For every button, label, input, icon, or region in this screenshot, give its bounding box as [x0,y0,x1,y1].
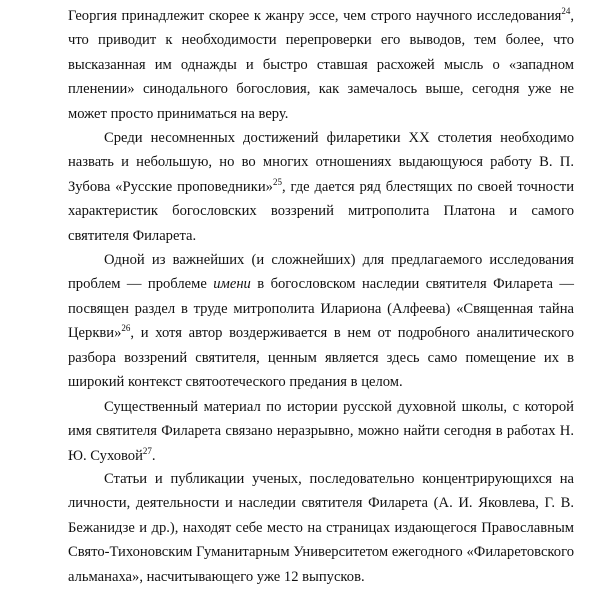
paragraph-4-text-b: . [151,447,156,464]
paragraph-4-text-a: Существенный материал по истории русской духовной школы, с которой имя святителя Филарета связано неразрывно, можно найти сегодня в работах Н. Ю. Суховой [68,399,574,464]
footnote-ref-25: 25 [272,176,282,187]
paragraph-2-text-a: Среди несомненных достижений филаретики XX столетия необходимо назвать и небольшую, но во многих отношениях выдающуюся работу В. П. Зубова «Русские проповедники» [68,130,574,195]
paragraph-1-text-b: , что приводит к необходимости перепроверки его выводов, тем более, что высказанная им однажды и быстро ставшая расхожей мысль о «западном пленении» синодального богословия, как замечалось выше, сегодня уже не может просто приниматься на веру. [68,8,574,122]
footnote-ref-24: 24 [561,6,571,17]
paragraph-1 [68,4,574,126]
paragraph-4 [68,395,574,468]
paragraph-2-text-b: , где дается ряд блестящих по своей точности характеристик богословских воззрений митрополита Платона и самого святителя Филарета. [68,178,574,244]
paragraph-5-text-a: Статьи и публикации ученых, последовательно концентрирующихся на личности, деятельности и наследии святителя Филарета (А. И. Яковлева, Г. В. Бежанидзе и др.), находят себе место на страницах издающегося Православным Свято-Тихоновским Гуманитарным Университетом ежегодного «Филаретовского альманаха», насчитывающего уже 12 выпусков. [68,471,574,585]
paragraph-3-text-a: Одной из важнейших (и сложнейших) для предлагаемого исследования проблем — проблеме [68,252,574,293]
paragraph-1-text-a: Георгия принадлежит скорее к жанру эссе, чем строго научного исследования [68,8,562,24]
footnote-ref-26: 26 [121,323,131,334]
paragraph-2 [68,126,574,248]
paragraph-5 [68,467,574,589]
paragraph-3 [68,248,574,394]
paragraph-3-italic-word: имени [213,276,251,293]
paragraph-3-text-b: в богословском наследии святителя Филарета — посвящен раздел в труде митрополита Илариона (Алфеева) «Священная тайна Церкви» [68,276,574,342]
paragraph-3-text-c: , и хотя автор воздерживается в нем от подробного аналитического разбора воззрений святителя, ценным является здесь само помещение их в широкий контекст святоотеческого предания в целом. [68,325,574,391]
footnote-ref-27: 27 [142,445,152,456]
